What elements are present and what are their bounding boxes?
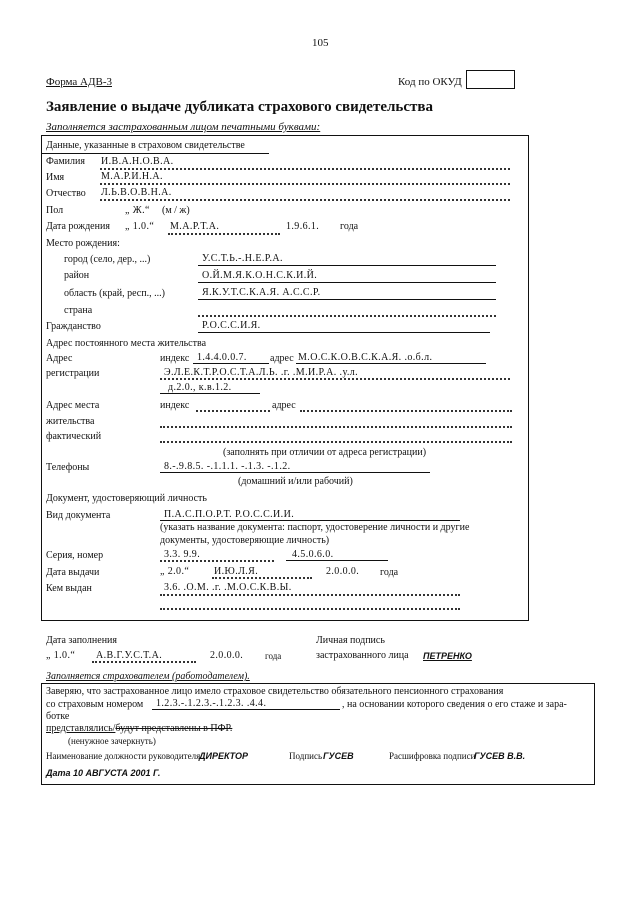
doc-type-field[interactable]: П.А.С.П.О.Р.Т. Р.О.С.С.И.И. bbox=[164, 509, 295, 520]
employer-line-3: ботке bbox=[46, 711, 70, 722]
name-line bbox=[100, 183, 510, 185]
doc-type-label: Вид документа bbox=[46, 510, 111, 521]
doc-type-line bbox=[160, 520, 460, 521]
district-label: район bbox=[64, 270, 90, 281]
issue-date-label: Дата выдачи bbox=[46, 567, 100, 578]
employer-sign-label: Подпись bbox=[289, 751, 323, 761]
employer-line-2a: со страховым номером bbox=[46, 699, 144, 710]
reg-index-field[interactable]: 1.4.4.0.0.7. bbox=[197, 352, 247, 363]
res-index-label: индекс bbox=[160, 400, 190, 411]
patronymic-field[interactable]: Л.Ь.В.О.В.Н.А. bbox=[101, 187, 172, 198]
fill-month-line bbox=[92, 661, 196, 663]
fill-month-field[interactable]: А.В.Г.У.С.Т.А. bbox=[96, 650, 163, 661]
applicant-signature[interactable]: ПЕТРЕНКО bbox=[423, 651, 472, 661]
sex-label: Пол bbox=[46, 205, 64, 216]
employer-date[interactable]: Дата 10 АВГУСТА 2001 Г. bbox=[46, 768, 161, 778]
fill-year-suffix: года bbox=[265, 651, 282, 661]
res-addr-label: адрес bbox=[272, 400, 296, 411]
okud-input[interactable] bbox=[466, 70, 515, 89]
citizenship-label: Гражданство bbox=[46, 321, 101, 332]
series-field[interactable]: 3.3. 9.9. bbox=[164, 549, 201, 560]
employer-line-2b: , на основании которого сведения о его стаже и зара- bbox=[342, 699, 567, 710]
name-field[interactable]: М.А.Р.И.Н.А. bbox=[101, 171, 163, 182]
reg-addr-line-1 bbox=[296, 363, 486, 364]
issue-month-line bbox=[212, 577, 312, 579]
doc-type-note-1: (указать название документа: паспорт, удостоверение личности и другие bbox=[160, 522, 470, 533]
fill-instruction: Заполняется застрахованным лицом печатными буквами: bbox=[46, 121, 321, 133]
issue-year-suffix: года bbox=[380, 567, 399, 578]
issued-by-line-1 bbox=[160, 594, 460, 596]
position-value[interactable]: ДИРЕКТОР bbox=[199, 751, 249, 761]
district-field[interactable]: О.Й.М.Я.К.О.Н.С.К.И.Й. bbox=[202, 270, 318, 281]
surname-label: Фамилия bbox=[46, 156, 85, 167]
option-note: (ненужное зачеркнуть) bbox=[68, 736, 156, 746]
option-submitted[interactable]: представлялись/ bbox=[46, 723, 116, 734]
issued-by-line-2[interactable] bbox=[160, 608, 460, 610]
section-divider bbox=[41, 153, 269, 154]
reg-addr-label: адрес bbox=[270, 353, 294, 364]
res-addr-field-2[interactable] bbox=[160, 426, 512, 428]
country-field[interactable] bbox=[198, 315, 496, 317]
surname-line bbox=[100, 168, 510, 170]
series-number-label: Серия, номер bbox=[46, 550, 104, 561]
country-label: страна bbox=[64, 305, 93, 316]
insurance-number-field[interactable]: 1.2.3.-.1.2.3.-.1.2.3. .4.4. bbox=[156, 698, 267, 709]
birth-year-field[interactable]: 1.9.6.1. bbox=[286, 221, 320, 232]
sex-hint: (м / ж) bbox=[162, 205, 190, 216]
employer-heading: Заполняется страхователем (работодателем). bbox=[46, 671, 250, 682]
region-line bbox=[198, 299, 496, 300]
employer-sign-value[interactable]: ГУСЕВ bbox=[323, 751, 354, 761]
option-will-submit[interactable]: будут представлены в ПФР. bbox=[115, 723, 233, 734]
issue-year-field[interactable]: 2.0.0.0. bbox=[326, 566, 360, 577]
fill-day-field[interactable]: „ 1.0.“ bbox=[46, 650, 76, 661]
res-addr-field-1[interactable] bbox=[300, 410, 512, 412]
employer-line-1: Заверяю, что застрахованное лицо имело страховое свидетельство обязательного пенсионного страхования bbox=[46, 686, 504, 697]
document-section-heading: Документ, удостоверяющий личность bbox=[46, 493, 207, 504]
reg-addr-line-2 bbox=[160, 378, 510, 380]
decode-value[interactable]: ГУСЕВ В.В. bbox=[474, 751, 526, 761]
page-title: Заявление о выдаче дубликата страхового свидетельства bbox=[46, 99, 433, 115]
issue-day-field[interactable]: „ 2.0.“ bbox=[160, 566, 190, 577]
fill-date-label: Дата заполнения bbox=[46, 635, 117, 646]
res-index-field[interactable] bbox=[196, 410, 270, 412]
series-line bbox=[160, 560, 274, 562]
reg-index-line bbox=[193, 363, 269, 364]
patronymic-line bbox=[100, 199, 510, 201]
reg-address-label-2: регистрации bbox=[46, 368, 100, 379]
phone-note: (домашний и/или рабочий) bbox=[238, 476, 353, 487]
phone-line bbox=[160, 472, 430, 473]
res-addr-field-3[interactable] bbox=[160, 441, 512, 443]
sex-field[interactable]: „ Ж.“ bbox=[125, 205, 150, 216]
page-number: 105 bbox=[312, 37, 329, 49]
address-section-heading: Адрес постоянного места жительства bbox=[46, 338, 207, 349]
city-field[interactable]: У.С.Т.Ь.-.Н.Е.Р.А. bbox=[202, 253, 283, 264]
reg-addr-field-1[interactable]: М.О.С.К.О.В.С.К.А.Я. .о.б.л. bbox=[298, 352, 433, 363]
patronymic-label: Отчество bbox=[46, 188, 86, 199]
signature-label-2: застрахованного лица bbox=[316, 650, 409, 661]
district-line bbox=[198, 282, 496, 283]
res-address-label: Адрес места bbox=[46, 400, 100, 411]
section-data-heading: Данные, указанные в страховом свидетельстве bbox=[46, 140, 245, 151]
city-line bbox=[198, 265, 496, 266]
birth-year-suffix: года bbox=[340, 221, 359, 232]
reg-addr-field-3[interactable]: д.2.0., к.в.1.2. bbox=[168, 382, 232, 393]
doc-type-note-2: документы, удостоверяющие личность) bbox=[160, 535, 330, 546]
form-code: Форма АДВ-3 bbox=[46, 76, 112, 88]
decode-label: Расшифровка подписи bbox=[389, 751, 476, 761]
city-label: город (село, дер., ...) bbox=[64, 254, 151, 265]
birth-month-field[interactable]: М.А.Р.Т.А. bbox=[170, 221, 220, 232]
surname-field[interactable]: И.В.А.Н.О.В.А. bbox=[101, 156, 174, 167]
reg-index-label: индекс bbox=[160, 353, 190, 364]
reg-addr-line-3 bbox=[160, 393, 260, 394]
okud-label: Код по ОКУД bbox=[398, 76, 462, 88]
issued-by-field[interactable]: 3.6. .О.М. .г. .М.О.С.К.В.Ы. bbox=[164, 582, 292, 593]
number-line bbox=[286, 560, 388, 561]
birth-month-line bbox=[168, 233, 280, 235]
fill-year-field[interactable]: 2.0.0.0. bbox=[210, 650, 244, 661]
issued-by-label: Кем выдан bbox=[46, 583, 92, 594]
region-label: область (край, респ., ...) bbox=[64, 288, 165, 299]
region-field[interactable]: Я.К.У.Т.С.К.А.Я. А.С.С.Р. bbox=[202, 287, 321, 298]
number-field[interactable]: 4.5.0.6.0. bbox=[292, 549, 334, 560]
citizenship-field[interactable]: Р.О.С.С.И.Я. bbox=[202, 320, 261, 331]
phone-field[interactable]: 8.-.9.8.5. -.1.1.1. -.1.3. -.1.2. bbox=[164, 461, 291, 472]
birthplace-label: Место рождения: bbox=[46, 238, 120, 249]
name-label: Имя bbox=[46, 172, 65, 183]
res-address-label-2: жительства bbox=[46, 416, 95, 427]
issue-month-field[interactable]: И.Ю.Л.Я. bbox=[214, 566, 259, 577]
signature-label: Личная подпись bbox=[316, 635, 385, 646]
birth-date-label: Дата рождения bbox=[46, 221, 110, 232]
insurance-number-line bbox=[152, 709, 340, 710]
birth-day-field[interactable]: „ 1.0.“ bbox=[125, 221, 155, 232]
position-label: Наименование должности руководителя bbox=[46, 751, 201, 761]
res-address-label-3: фактический bbox=[46, 431, 102, 442]
res-address-note: (заполнять при отличии от адреса регистрации) bbox=[223, 447, 427, 458]
citizenship-line bbox=[198, 332, 490, 333]
phone-label: Телефоны bbox=[46, 462, 90, 473]
employer-option-line bbox=[46, 724, 232, 734]
reg-address-label: Адрес bbox=[46, 353, 73, 364]
reg-addr-field-2[interactable]: Э.Л.Е.К.Т.Р.О.С.Т.А.Л.Ь. .г. .М.И.Р.А. .у.л. bbox=[164, 367, 359, 378]
